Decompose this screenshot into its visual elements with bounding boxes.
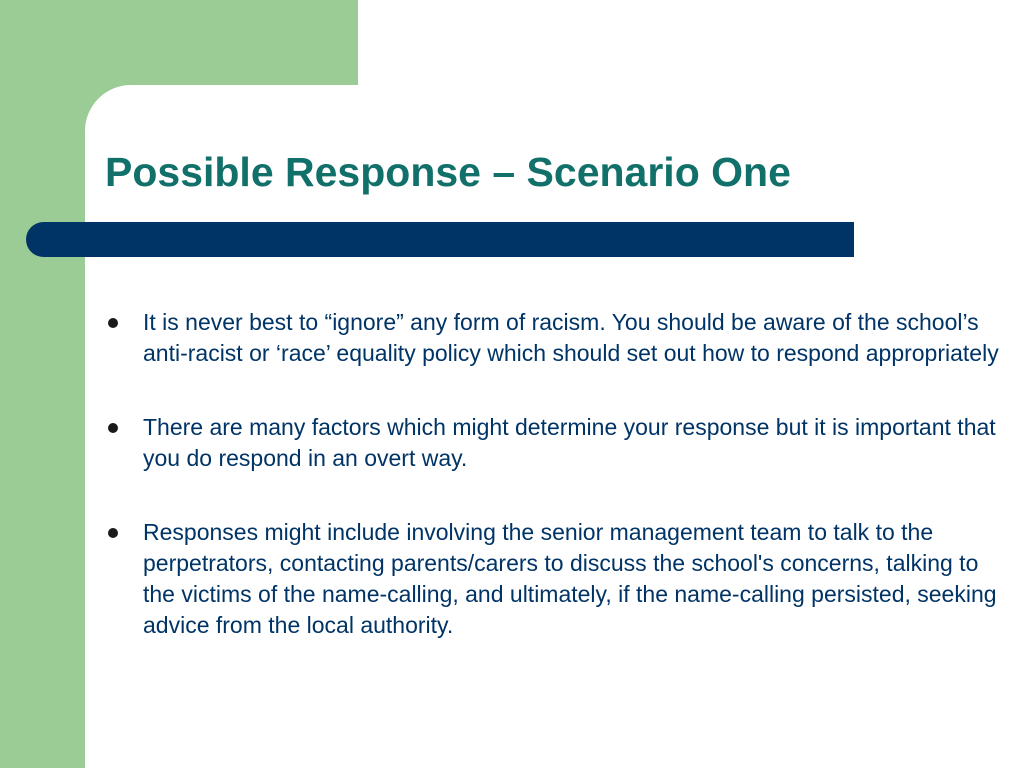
title-underline-bar (26, 222, 854, 257)
bullet-list (102, 307, 1002, 684)
bullet-dot-icon (108, 318, 118, 328)
slide-title: Possible Response – Scenario One (105, 149, 791, 195)
bullet-dot-icon (108, 423, 118, 433)
bullet-dot-icon (108, 528, 118, 538)
bullet-item (102, 517, 1002, 641)
bullet-item (102, 412, 1002, 474)
bullet-text: There are many factors which might determine your response but it is important that you do respond in an overt way. (143, 414, 996, 471)
bullet-text: Responses might include involving the senior management team to talk to the perpetrators, contacting parents/carers to discuss the school's concerns, talking to the victims of the name-calling, and ultimately, if the name-calling persisted, seeking advice from the local authority. (143, 519, 997, 638)
bullet-text: It is never best to “ignore” any form of racism. You should be aware of the school’s anti-racist or ‘race’ equality policy which should set out how to respond appropriately (143, 309, 999, 366)
bullet-item (102, 307, 1002, 369)
